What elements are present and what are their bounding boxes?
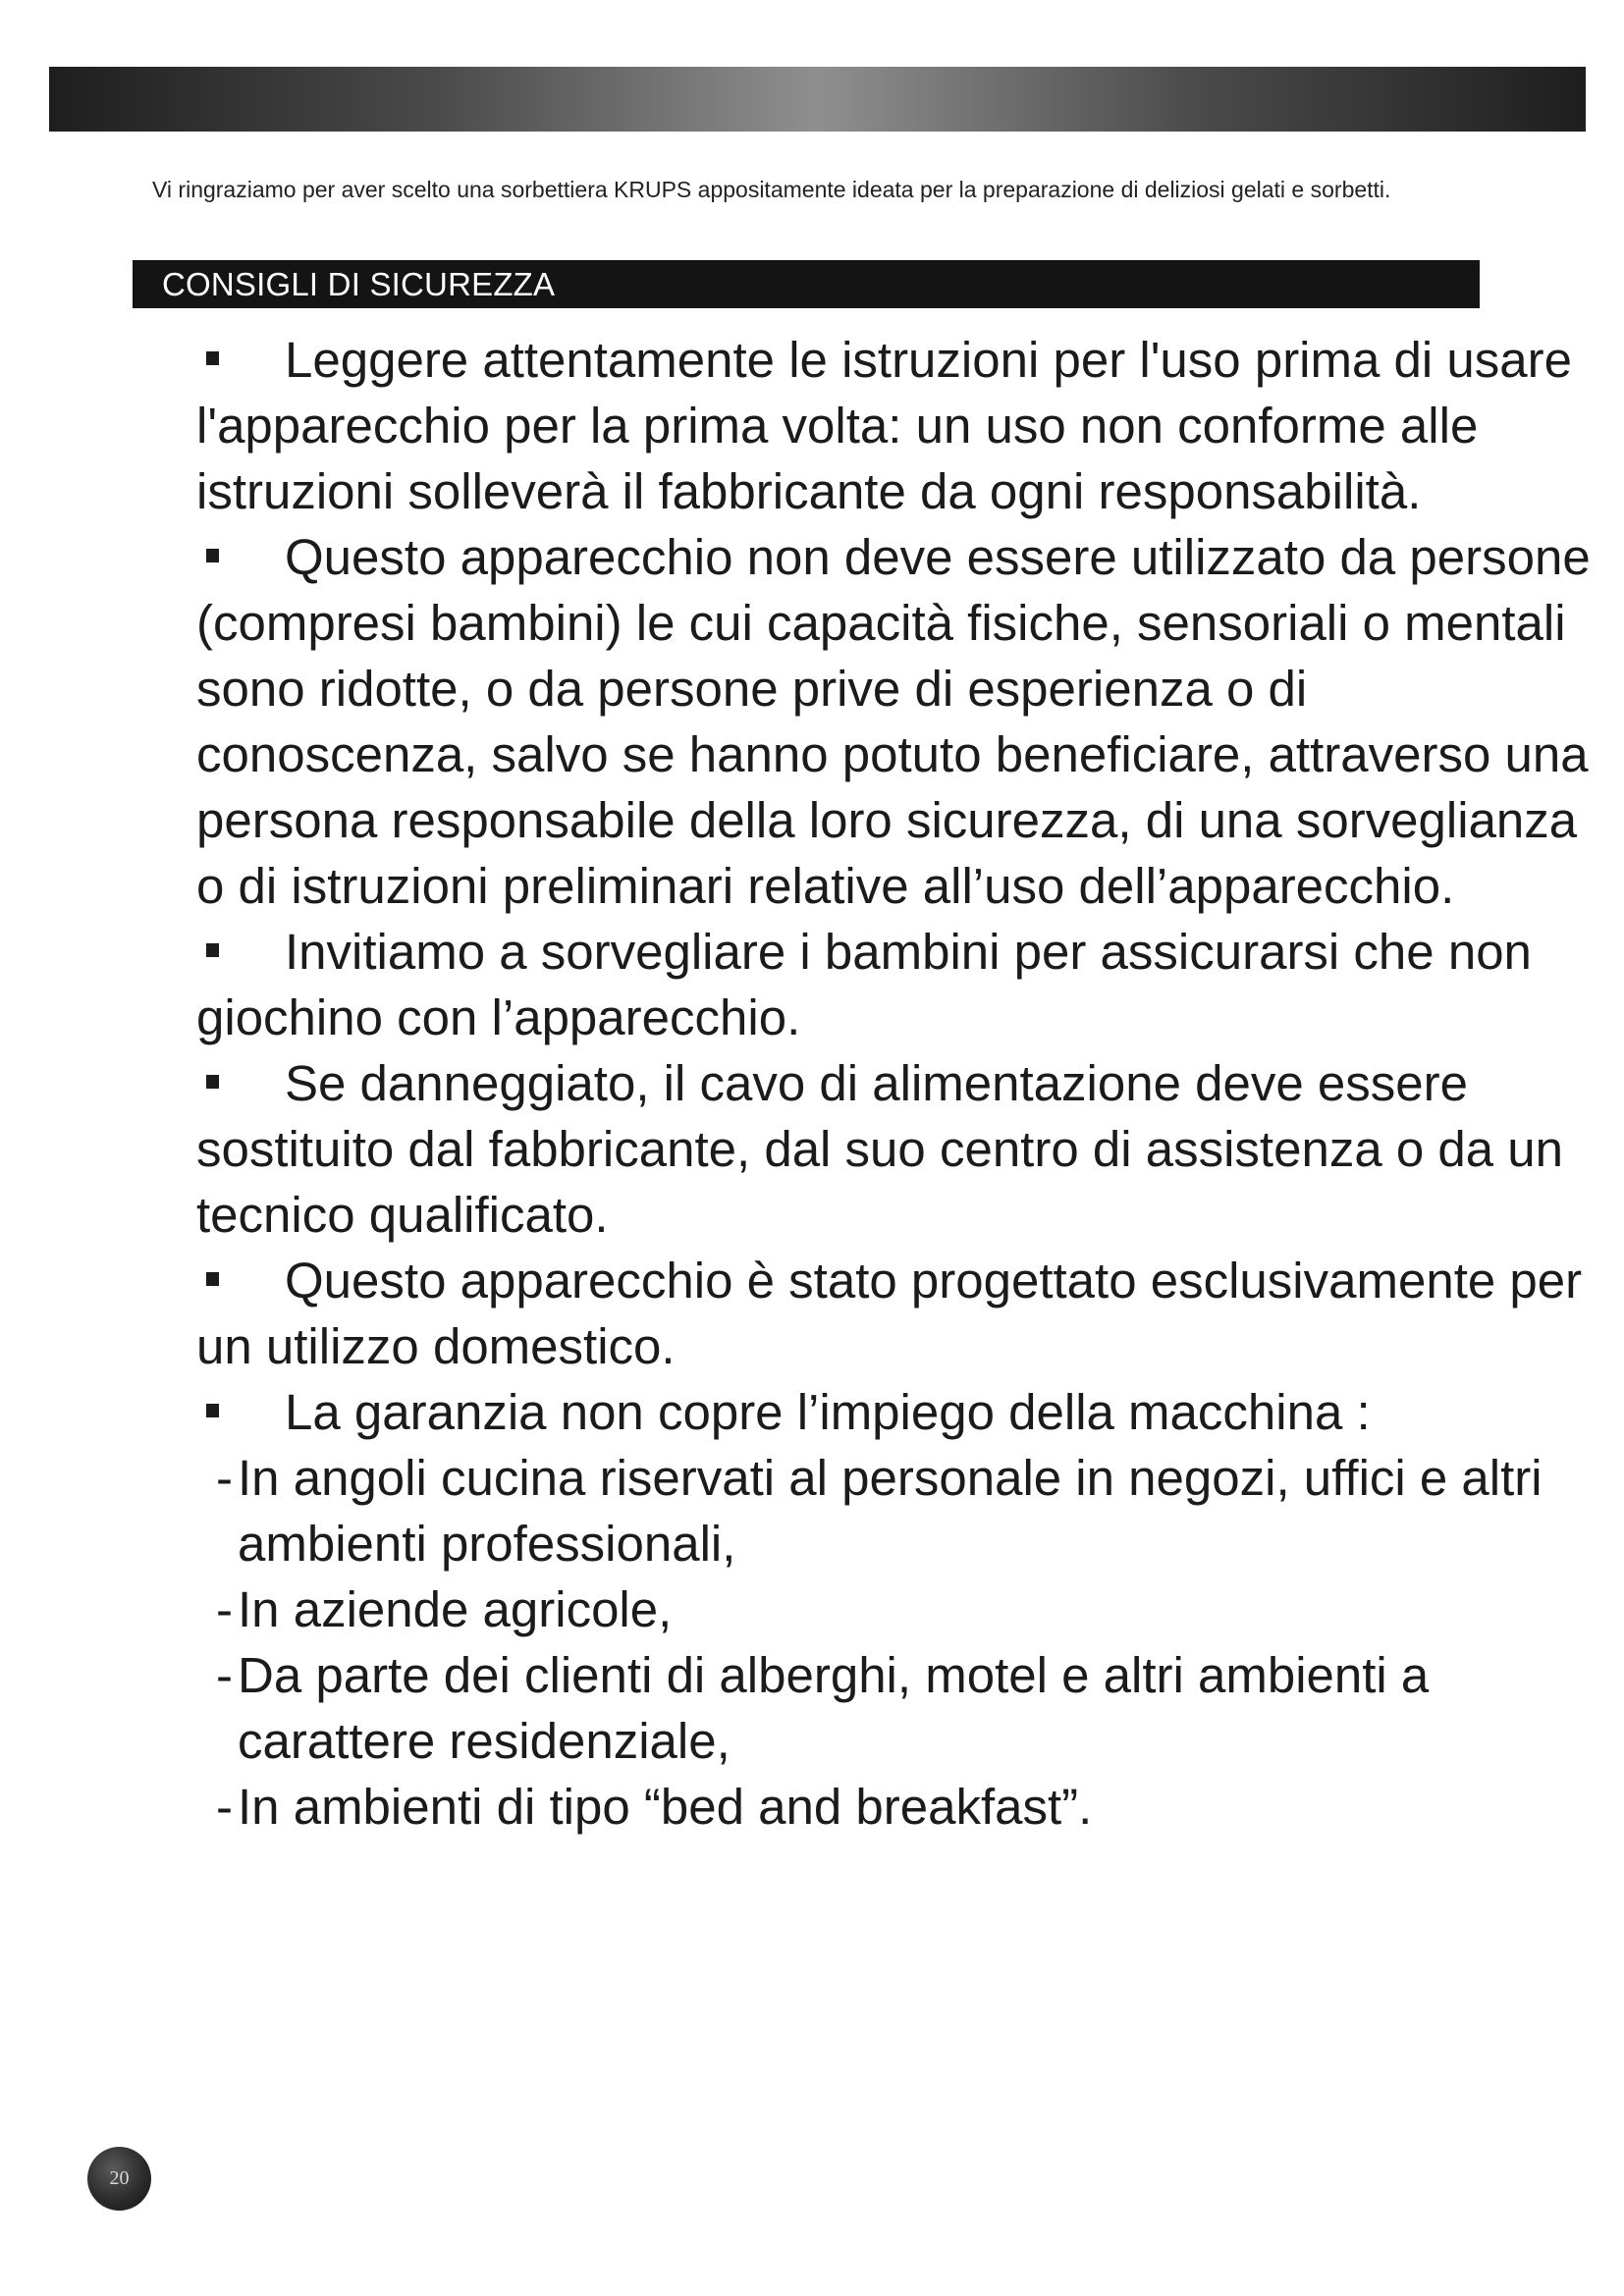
- square-bullet-icon: [206, 549, 219, 562]
- safety-item: [196, 327, 1591, 524]
- warranty-exclusions-list: [196, 1445, 1591, 1840]
- sub-item-text: In angoli cucina riservati al personale in negozi, uffici e altri ambienti professionali,: [238, 1450, 1543, 1572]
- page-number: 20: [109, 2167, 130, 2189]
- square-bullet-icon: [206, 1075, 219, 1089]
- square-bullet-icon: [206, 943, 219, 957]
- safety-item-text: Leggere attentamente le istruzioni per l'uso prima di usare l'apparecchio per la prima volta: un uso non conforme alle istruzioni solleverà il fabbricante da ogni responsabilità.: [196, 332, 1572, 519]
- safety-item: [196, 1379, 1591, 1840]
- dash-marker: -: [216, 1647, 233, 1703]
- sub-list-item: [216, 1576, 1591, 1642]
- page-number-badge: [87, 2147, 151, 2211]
- safety-item: [196, 1248, 1591, 1379]
- square-bullet-icon: [206, 351, 219, 365]
- safety-item-text: Invitiamo a sorvegliare i bambini per assicurarsi che non giochino con l’apparecchio.: [196, 924, 1532, 1045]
- sub-item-text: Da parte dei clienti di alberghi, motel e altri ambienti a carattere residenziale,: [238, 1647, 1430, 1769]
- square-bullet-icon: [206, 1404, 219, 1417]
- safety-item-text: Questo apparecchio è stato progettato esclusivamente per un utilizzo domestico.: [196, 1253, 1583, 1374]
- safety-item-text: Questo apparecchio non deve essere utilizzato da persone (compresi bambini) le cui capacità fisiche, sensoriali o mentali sono ridotte, o da persone prive di esperienza o di conoscenza, salvo se hanno potuto beneficiare, attraverso una persona responsabile della loro sicurezza, di una sorveglianza o di istruzioni preliminari relative all’uso dell’apparecchio.: [196, 529, 1591, 914]
- intro-paragraph: Vi ringraziamo per aver scelto una sorbettiera KRUPS appositamente ideata per la preparazione di deliziosi gelati e sorbetti.: [152, 177, 1391, 202]
- sub-item-text: In ambienti di tipo “bed and breakfast”.: [238, 1779, 1093, 1835]
- sub-list-item: [216, 1774, 1591, 1840]
- section-title: CONSIGLI DI SICUREZZA: [162, 266, 556, 302]
- dash-marker: -: [216, 1581, 233, 1637]
- safety-item: [196, 919, 1591, 1050]
- dash-marker: -: [216, 1450, 233, 1506]
- sub-list-item: [216, 1642, 1591, 1774]
- safety-item: [196, 1050, 1591, 1248]
- safety-list: [196, 327, 1591, 1840]
- section-header-bar: [133, 260, 1480, 308]
- safety-item-text: Se danneggiato, il cavo di alimentazione deve essere sostituito dal fabbricante, dal suo centro di assistenza o da un tecnico qualificato.: [196, 1055, 1564, 1243]
- safety-item: [196, 524, 1591, 919]
- square-bullet-icon: [206, 1272, 219, 1286]
- sub-item-text: In aziende agricole,: [238, 1581, 673, 1637]
- header-banner: [49, 67, 1586, 132]
- dash-marker: -: [216, 1779, 233, 1835]
- sub-list-item: [216, 1445, 1591, 1576]
- safety-item-text: La garanzia non copre l’impiego della macchina :: [285, 1384, 1371, 1440]
